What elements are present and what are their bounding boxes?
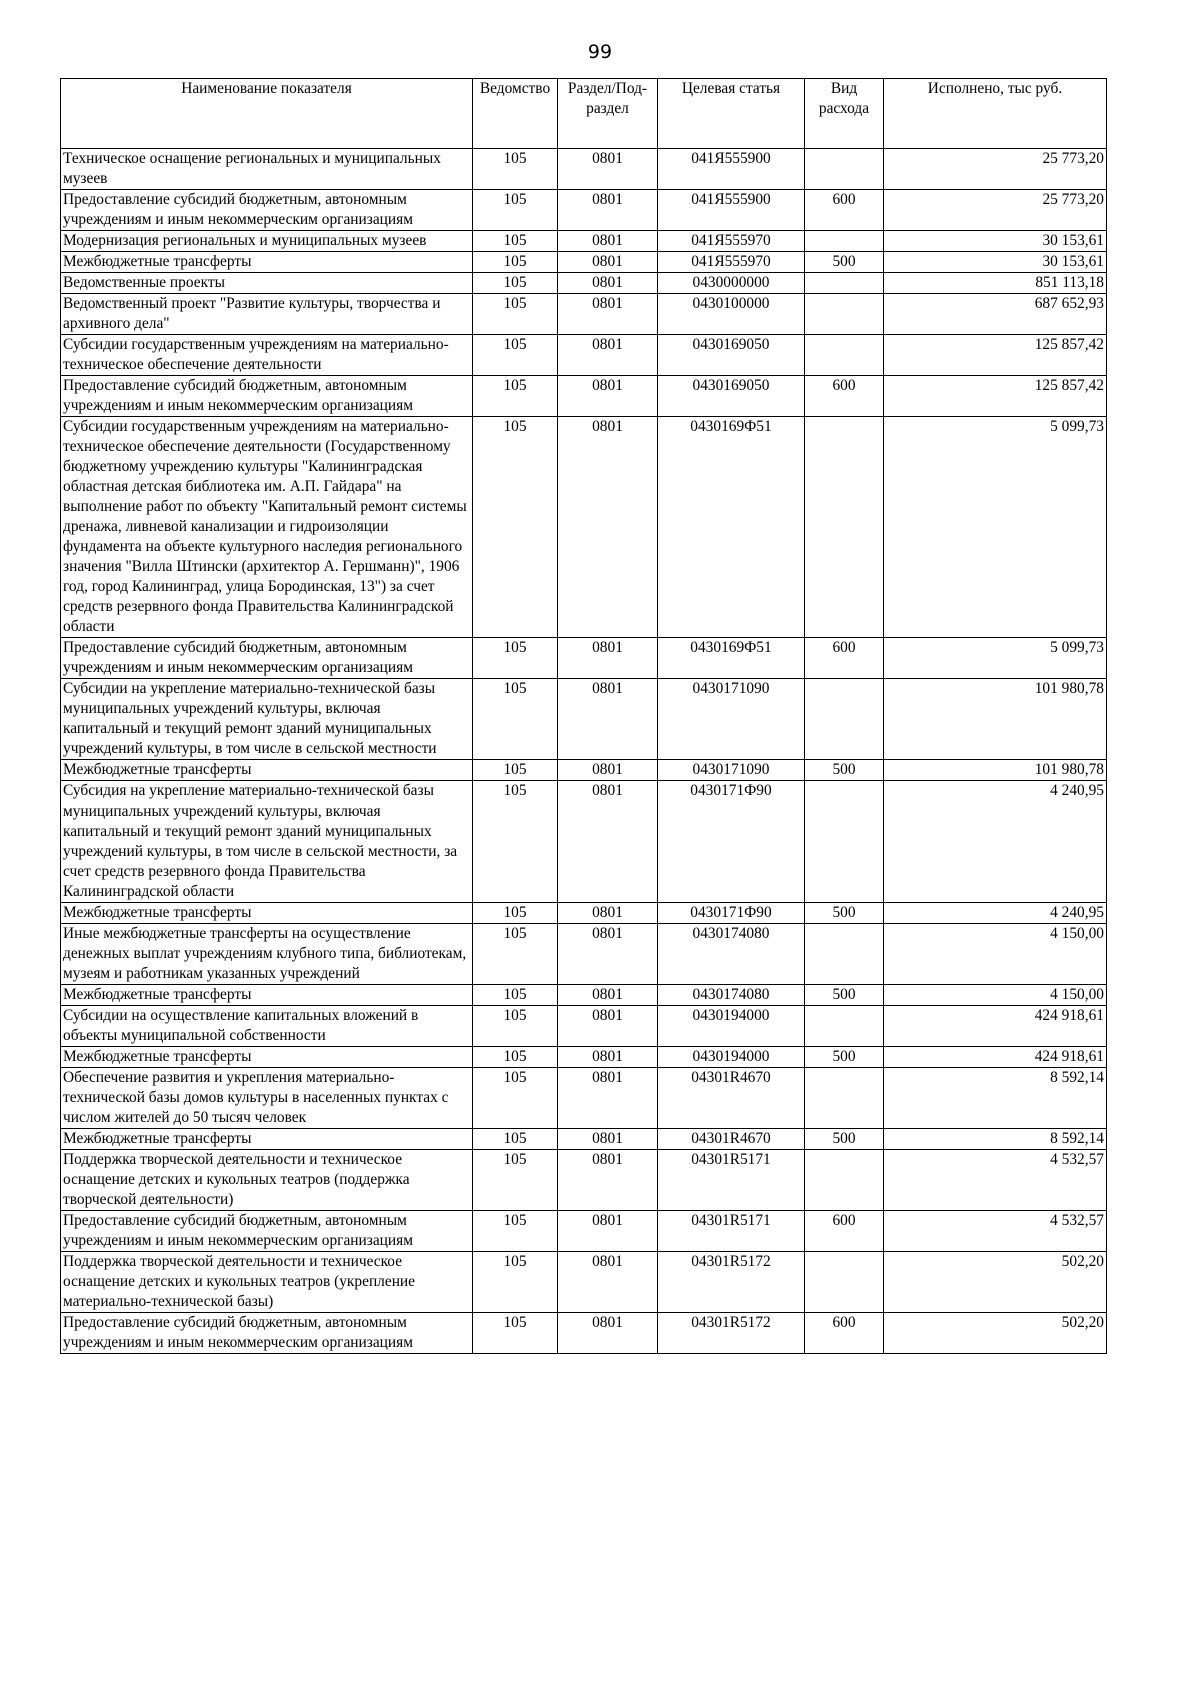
- target-item-cell: 0430169050: [658, 376, 805, 417]
- section-cell: 0801: [558, 231, 658, 252]
- section-cell: 0801: [558, 923, 658, 984]
- target-item-cell: 04301R5172: [658, 1251, 805, 1312]
- executed-amount-cell: 8 592,14: [884, 1128, 1107, 1149]
- indicator-name-cell: Ведомственные проекты: [61, 273, 473, 294]
- header-executed: Исполнено, тыс руб.: [884, 79, 1107, 149]
- section-cell: 0801: [558, 781, 658, 902]
- table-row: [61, 923, 1107, 984]
- table-row: [61, 1210, 1107, 1251]
- department-cell: 105: [473, 294, 558, 335]
- header-indicator-name: Наименование показателя: [61, 79, 473, 149]
- indicator-name-cell: Техническое оснащение региональных и муниципальных музеев: [61, 149, 473, 190]
- section-cell: 0801: [558, 760, 658, 781]
- expense-kind-cell: [805, 149, 884, 190]
- executed-amount-cell: 424 918,61: [884, 1005, 1107, 1046]
- executed-amount-cell: 4 532,57: [884, 1210, 1107, 1251]
- expense-kind-cell: 600: [805, 190, 884, 231]
- section-cell: 0801: [558, 1210, 658, 1251]
- table-row: [61, 190, 1107, 231]
- expense-kind-cell: 600: [805, 376, 884, 417]
- target-item-cell: 0430174080: [658, 923, 805, 984]
- department-cell: 105: [473, 1251, 558, 1312]
- indicator-name-cell: Предоставление субсидий бюджетным, автономным учреждениям и иным некоммерческим организациям: [61, 638, 473, 679]
- expense-kind-cell: [805, 273, 884, 294]
- indicator-name-cell: Межбюджетные трансферты: [61, 1128, 473, 1149]
- department-cell: 105: [473, 190, 558, 231]
- department-cell: 105: [473, 376, 558, 417]
- indicator-name-cell: Модернизация региональных и муниципальных музеев: [61, 231, 473, 252]
- table-body: [61, 149, 1107, 1354]
- executed-amount-cell: 5 099,73: [884, 417, 1107, 638]
- department-cell: 105: [473, 252, 558, 273]
- target-item-cell: 0430171090: [658, 760, 805, 781]
- department-cell: 105: [473, 335, 558, 376]
- section-cell: 0801: [558, 335, 658, 376]
- table-row: [61, 902, 1107, 923]
- department-cell: 105: [473, 679, 558, 760]
- target-item-cell: 04301R5171: [658, 1210, 805, 1251]
- indicator-name-cell: Субсидии на укрепление материально-технической базы муниципальных учреждений культуры, включая капитальный и текущий ремонт зданий муниципальных учреждений культуры, в том числе в сельской местности: [61, 679, 473, 760]
- section-cell: 0801: [558, 294, 658, 335]
- executed-amount-cell: 25 773,20: [884, 190, 1107, 231]
- target-item-cell: 0430174080: [658, 984, 805, 1005]
- indicator-name-cell: Субсидии на осуществление капитальных вложений в объекты муниципальной собственности: [61, 1005, 473, 1046]
- department-cell: 105: [473, 923, 558, 984]
- table-row: [61, 1149, 1107, 1210]
- expense-kind-cell: [805, 1251, 884, 1312]
- table-row: [61, 1128, 1107, 1149]
- department-cell: 105: [473, 1128, 558, 1149]
- target-item-cell: 0430171Ф90: [658, 902, 805, 923]
- department-cell: 105: [473, 273, 558, 294]
- expense-kind-cell: [805, 1067, 884, 1128]
- expense-kind-cell: [805, 417, 884, 638]
- executed-amount-cell: 8 592,14: [884, 1067, 1107, 1128]
- indicator-name-cell: Обеспечение развития и укрепления материально-технической базы домов культуры в населенных пунктах с числом жителей до 50 тысяч человек: [61, 1067, 473, 1128]
- section-cell: 0801: [558, 1149, 658, 1210]
- section-cell: 0801: [558, 190, 658, 231]
- indicator-name-cell: Субсидии государственным учреждениям на материально-техническое обеспечение деятельности: [61, 335, 473, 376]
- table-row: [61, 1046, 1107, 1067]
- section-cell: 0801: [558, 902, 658, 923]
- expense-kind-cell: [805, 679, 884, 760]
- expense-kind-cell: 500: [805, 1128, 884, 1149]
- indicator-name-cell: Субсидия на укрепление материально-технической базы муниципальных учреждений культуры, включая капитальный и текущий ремонт зданий муниципальных учреждений культуры, в том числе в сельской местности, за счет средств резервного фонда Правительства Калининградской области: [61, 781, 473, 902]
- section-cell: 0801: [558, 149, 658, 190]
- expense-kind-cell: 500: [805, 984, 884, 1005]
- section-cell: 0801: [558, 252, 658, 273]
- indicator-name-cell: Предоставление субсидий бюджетным, автономным учреждениям и иным некоммерческим организациям: [61, 376, 473, 417]
- section-cell: 0801: [558, 376, 658, 417]
- department-cell: 105: [473, 760, 558, 781]
- header-target-item: Целевая статья: [658, 79, 805, 149]
- table-row: [61, 273, 1107, 294]
- executed-amount-cell: 4 150,00: [884, 984, 1107, 1005]
- target-item-cell: 0430171090: [658, 679, 805, 760]
- expense-kind-cell: 600: [805, 1210, 884, 1251]
- indicator-name-cell: Предоставление субсидий бюджетным, автономным учреждениям и иным некоммерческим организациям: [61, 190, 473, 231]
- target-item-cell: 04301R5172: [658, 1312, 805, 1353]
- department-cell: 105: [473, 149, 558, 190]
- indicator-name-cell: Межбюджетные трансферты: [61, 902, 473, 923]
- department-cell: 105: [473, 1005, 558, 1046]
- table-row: [61, 335, 1107, 376]
- table-row: [61, 231, 1107, 252]
- section-cell: 0801: [558, 984, 658, 1005]
- executed-amount-cell: 424 918,61: [884, 1046, 1107, 1067]
- expense-kind-cell: 500: [805, 902, 884, 923]
- expense-kind-cell: 600: [805, 1312, 884, 1353]
- executed-amount-cell: 30 153,61: [884, 231, 1107, 252]
- section-cell: 0801: [558, 679, 658, 760]
- executed-amount-cell: 30 153,61: [884, 252, 1107, 273]
- executed-amount-cell: 4 150,00: [884, 923, 1107, 984]
- section-cell: 0801: [558, 1251, 658, 1312]
- section-cell: 0801: [558, 1128, 658, 1149]
- executed-amount-cell: 4 240,95: [884, 781, 1107, 902]
- executed-amount-cell: 25 773,20: [884, 149, 1107, 190]
- target-item-cell: 0430100000: [658, 294, 805, 335]
- expense-kind-cell: [805, 1149, 884, 1210]
- department-cell: 105: [473, 417, 558, 638]
- table-row: [61, 1312, 1107, 1353]
- department-cell: 105: [473, 902, 558, 923]
- target-item-cell: 04301R4670: [658, 1128, 805, 1149]
- department-cell: 105: [473, 1210, 558, 1251]
- table-row: [61, 417, 1107, 638]
- table-row: [61, 1005, 1107, 1046]
- target-item-cell: 0430000000: [658, 273, 805, 294]
- department-cell: 105: [473, 984, 558, 1005]
- section-cell: 0801: [558, 1312, 658, 1353]
- target-item-cell: 0430171Ф90: [658, 781, 805, 902]
- executed-amount-cell: 687 652,93: [884, 294, 1107, 335]
- section-cell: 0801: [558, 417, 658, 638]
- table-row: [61, 149, 1107, 190]
- section-cell: 0801: [558, 1046, 658, 1067]
- indicator-name-cell: Предоставление субсидий бюджетным, автономным учреждениям и иным некоммерческим организациям: [61, 1210, 473, 1251]
- target-item-cell: 04301R4670: [658, 1067, 805, 1128]
- target-item-cell: 0430194000: [658, 1046, 805, 1067]
- target-item-cell: 0430169050: [658, 335, 805, 376]
- expense-kind-cell: 500: [805, 252, 884, 273]
- section-cell: 0801: [558, 638, 658, 679]
- target-item-cell: 04301R5171: [658, 1149, 805, 1210]
- executed-amount-cell: 4 240,95: [884, 902, 1107, 923]
- page-number: 99: [587, 41, 613, 63]
- table-row: [61, 1067, 1107, 1128]
- budget-execution-table: [60, 78, 1107, 1354]
- executed-amount-cell: 502,20: [884, 1312, 1107, 1353]
- header-department: Ведомство: [473, 79, 558, 149]
- department-cell: 105: [473, 638, 558, 679]
- department-cell: 105: [473, 231, 558, 252]
- header-section: Раздел/Под-раздел: [558, 79, 658, 149]
- section-cell: 0801: [558, 1067, 658, 1128]
- department-cell: 105: [473, 781, 558, 902]
- expense-kind-cell: [805, 781, 884, 902]
- table-row: [61, 679, 1107, 760]
- target-item-cell: 0430169Ф51: [658, 417, 805, 638]
- expense-kind-cell: [805, 335, 884, 376]
- executed-amount-cell: 4 532,57: [884, 1149, 1107, 1210]
- table-row: [61, 781, 1107, 902]
- executed-amount-cell: 125 857,42: [884, 335, 1107, 376]
- table-row: [61, 638, 1107, 679]
- executed-amount-cell: 101 980,78: [884, 679, 1107, 760]
- header-expense-kind: Вид расхода: [805, 79, 884, 149]
- department-cell: 105: [473, 1067, 558, 1128]
- table-row: [61, 252, 1107, 273]
- indicator-name-cell: Ведомственный проект "Развитие культуры, творчества и архивного дела": [61, 294, 473, 335]
- indicator-name-cell: Иные межбюджетные трансферты на осуществление денежных выплат учреждениям клубного типа, библиотекам, музеям и работникам указанных учреждений: [61, 923, 473, 984]
- indicator-name-cell: Поддержка творческой деятельности и техническое оснащение детских и кукольных театров (поддержка творческой деятельности): [61, 1149, 473, 1210]
- indicator-name-cell: Межбюджетные трансферты: [61, 984, 473, 1005]
- table-row: [61, 984, 1107, 1005]
- indicator-name-cell: Межбюджетные трансферты: [61, 760, 473, 781]
- table-row: [61, 376, 1107, 417]
- target-item-cell: 041Я555900: [658, 149, 805, 190]
- expense-kind-cell: 500: [805, 1046, 884, 1067]
- expense-kind-cell: 500: [805, 760, 884, 781]
- target-item-cell: 0430194000: [658, 1005, 805, 1046]
- department-cell: 105: [473, 1312, 558, 1353]
- table-header-row: [61, 79, 1107, 149]
- target-item-cell: 041Я555970: [658, 252, 805, 273]
- department-cell: 105: [473, 1046, 558, 1067]
- expense-kind-cell: [805, 923, 884, 984]
- target-item-cell: 041Я555900: [658, 190, 805, 231]
- executed-amount-cell: 851 113,18: [884, 273, 1107, 294]
- section-cell: 0801: [558, 273, 658, 294]
- executed-amount-cell: 5 099,73: [884, 638, 1107, 679]
- table-row: [61, 1251, 1107, 1312]
- executed-amount-cell: 125 857,42: [884, 376, 1107, 417]
- executed-amount-cell: 101 980,78: [884, 760, 1107, 781]
- indicator-name-cell: Межбюджетные трансферты: [61, 252, 473, 273]
- indicator-name-cell: Предоставление субсидий бюджетным, автономным учреждениям и иным некоммерческим организациям: [61, 1312, 473, 1353]
- indicator-name-cell: Поддержка творческой деятельности и техническое оснащение детских и кукольных театров (укрепление материально-технической базы): [61, 1251, 473, 1312]
- expense-kind-cell: [805, 231, 884, 252]
- executed-amount-cell: 502,20: [884, 1251, 1107, 1312]
- indicator-name-cell: Субсидии государственным учреждениям на материально-техническое обеспечение деятельности (Государственному бюджетному учреждению культуры "Калининградская областная детская библиотека им. А.П. Гайдара" на выполнение работ по объекту "Капитальный ремонт системы дренажа, ливневой канализации и гидроизоляции фундамента на объекте культурного наследия регионального значения "Вилла Штински (архитектор А. Гершманн)", 1906 год, город Калининград, улица Бородинская, 13") за счет средств резервного фонда Правительства Калининградской области: [61, 417, 473, 638]
- department-cell: 105: [473, 1149, 558, 1210]
- expense-kind-cell: 600: [805, 638, 884, 679]
- table-row: [61, 294, 1107, 335]
- target-item-cell: 0430169Ф51: [658, 638, 805, 679]
- indicator-name-cell: Межбюджетные трансферты: [61, 1046, 473, 1067]
- target-item-cell: 041Я555970: [658, 231, 805, 252]
- section-cell: 0801: [558, 1005, 658, 1046]
- table-row: [61, 760, 1107, 781]
- expense-kind-cell: [805, 294, 884, 335]
- expense-kind-cell: [805, 1005, 884, 1046]
